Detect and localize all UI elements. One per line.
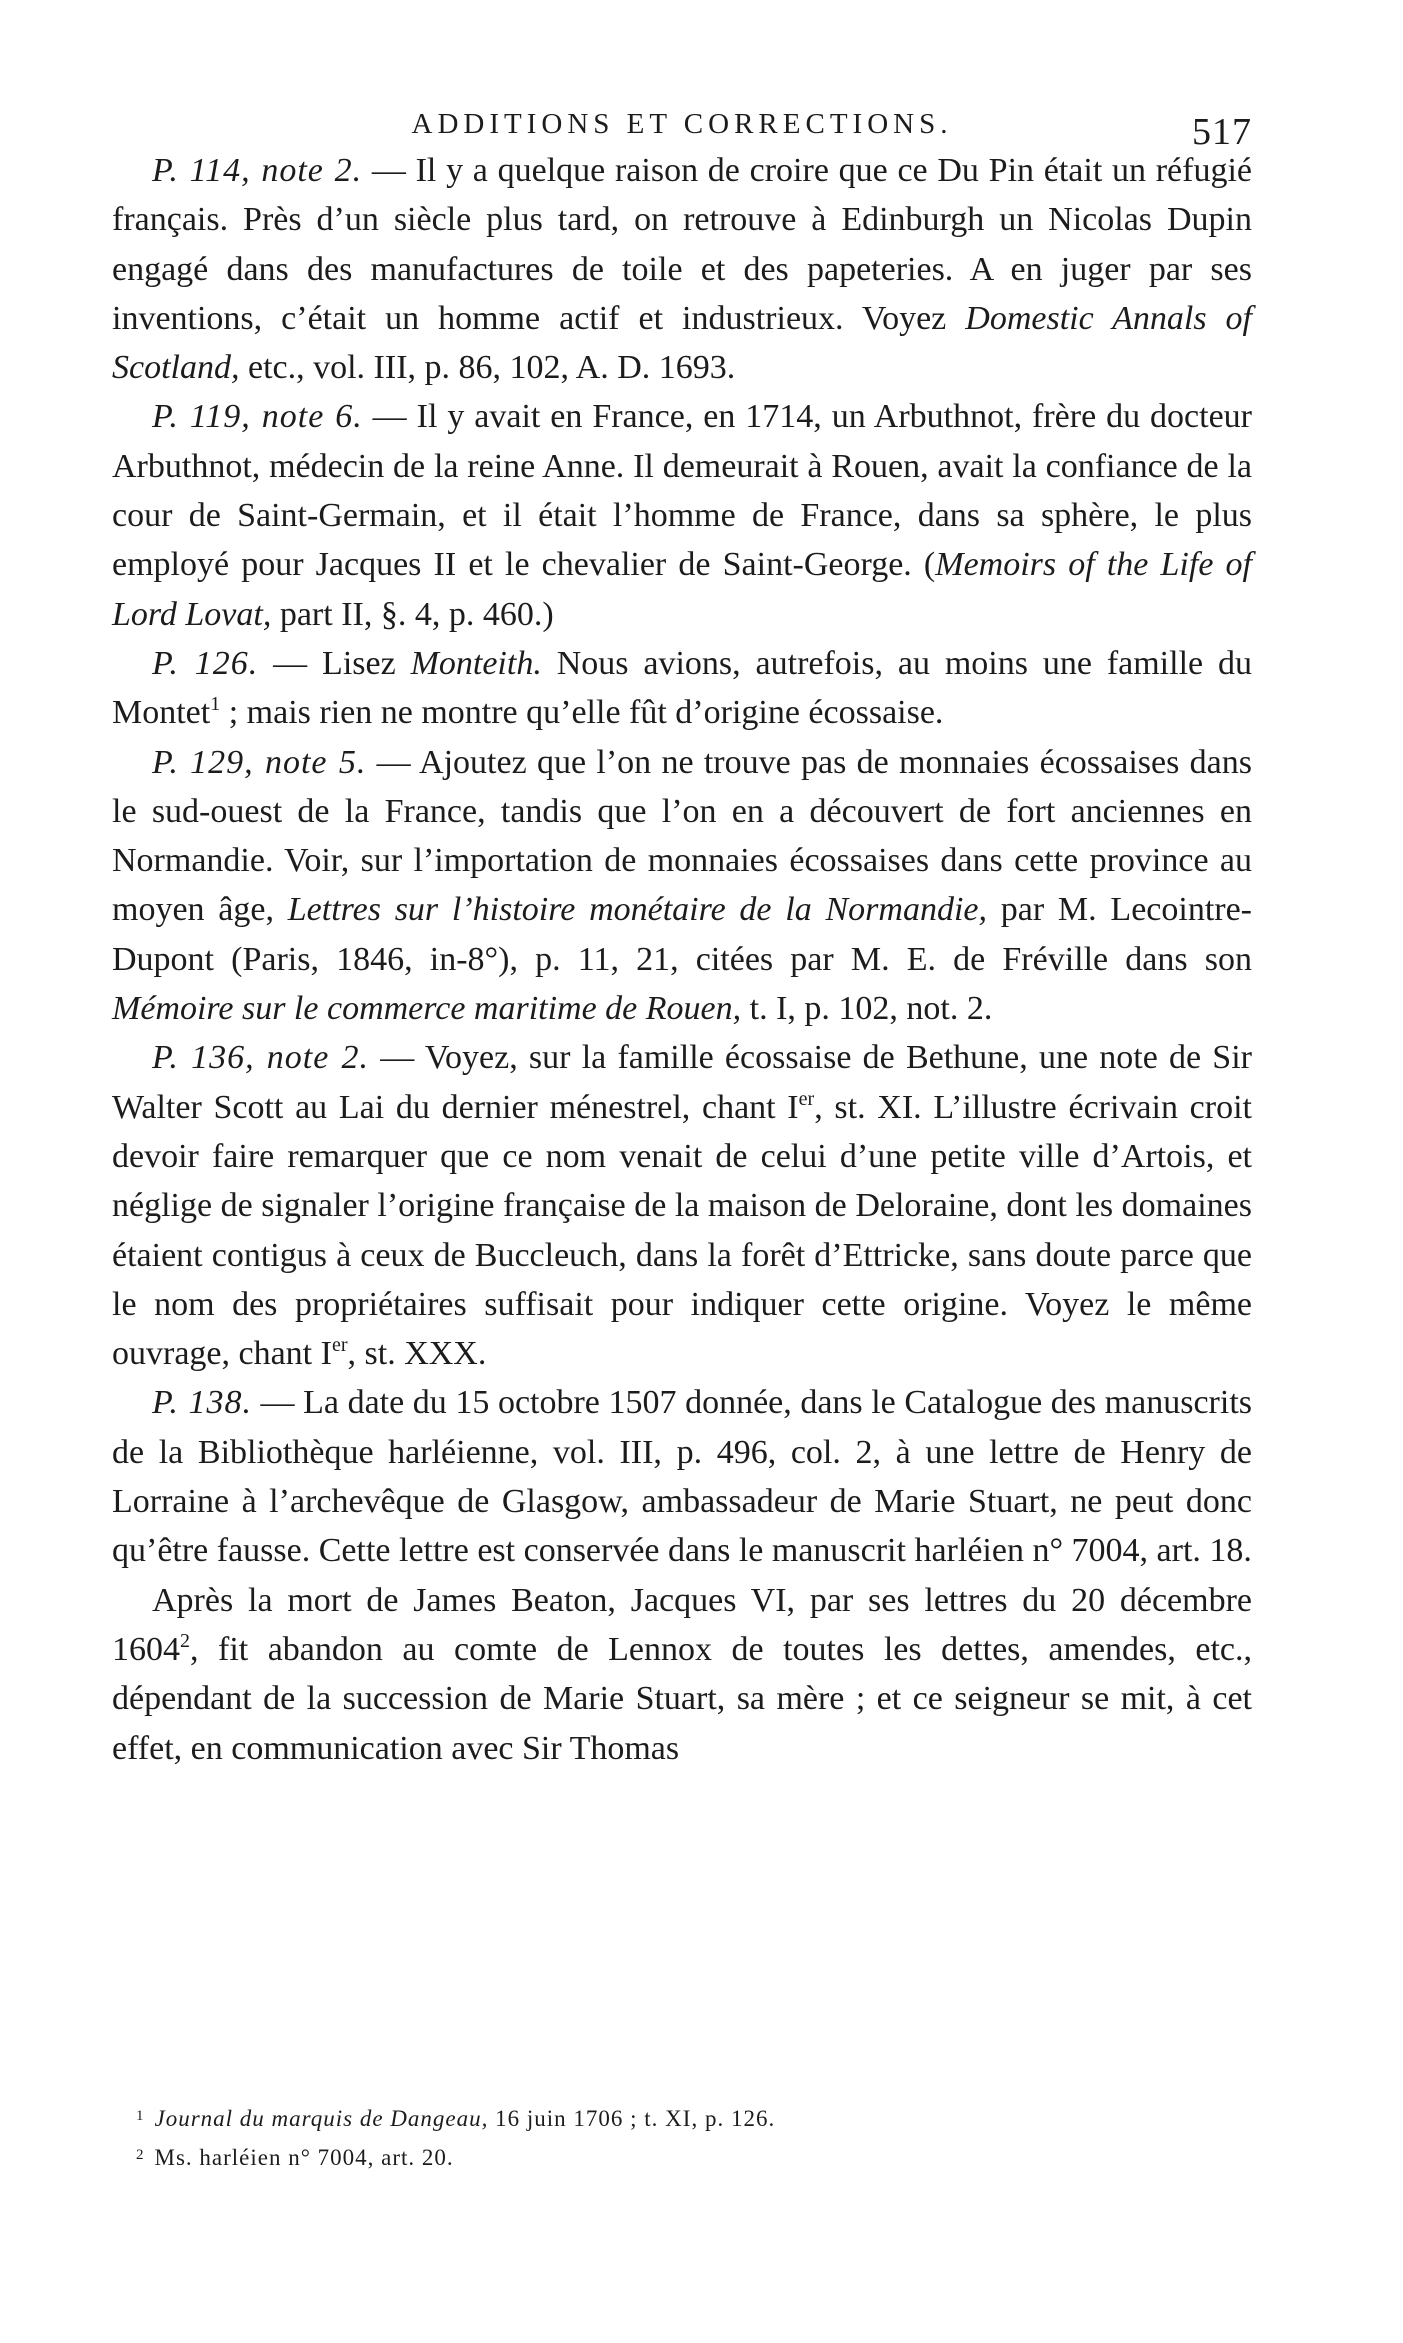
footnote-number: 2 [136, 2147, 145, 2163]
paragraph-text: — Il y avait en France, en 1714, un Arbuthnot, frère du docteur Arbuthnot, médecin de la reine Anne. Il demeurait à Rouen, avait la confiance de la cour de Saint-Germain, et il était l’homme de France, dans sa sphère, le plus employé pour Jacques II et le chevalier de Saint-George. ( [112, 398, 1252, 584]
footnote-text: 16 juin 1706 ; t. XI, p. 126. [488, 2106, 776, 2131]
footnotes [112, 2098, 1252, 2176]
running-title: ADDITIONS ET CORRECTIONS. [411, 108, 953, 140]
paragraph-text: — Lisez [258, 644, 411, 682]
footnote-marker: 1 [210, 693, 221, 716]
footnote-2 [112, 2137, 1252, 2176]
paragraph-text: — La date du 15 octobre 1507 donnée, dans le Catalogue des manuscrits de la Bibliothèque harléienne, vol. III, p. 496, col. 2, à une lettre de Henry de Lorraine à l’archevêque de Glasgow, ambassadeur de Marie Stuart, ne peut donc qu’être fausse. Cette lettre est conservée dans le manuscrit harléien n° 7004, art. 18. [112, 1384, 1252, 1570]
paragraph-p138 [112, 1378, 1252, 1575]
paragraph-text: Nous avions, autrefois, au moins une famille du Montet [112, 644, 1252, 732]
footnote-number: 1 [136, 2108, 145, 2124]
paragraph-text: , st. XI. L’illustre écrivain croit devoir faire remarquer que ce nom venait de celui d’une petite ville d’Artois, et néglige de signaler l’origine française de la maison de Deloraine, dont les domaines étaient contigus à ceux de Buccleuch, dans la forêt d’Ettricke, sans doute parce que le nom des propriétaires suffisait pour indiquer cette origine. Voyez le même ouvrage, chant I [112, 1088, 1252, 1373]
paragraph-text: — Il y a quelque raison de croire que ce Du Pin était un réfugié français. Près d’un siècle plus tard, on retrouve à Edinburgh un Nicolas Dupin engagé dans des manufactures de toile et des papeteries. A en juger par ses inventions, c’était un homme actif et industrieux. Voyez [112, 152, 1253, 337]
cited-title: Mémoire sur le commerce maritime de Rouen, [112, 990, 742, 1028]
paragraph-text: , st. XXX. [347, 1335, 487, 1373]
page-reference: P. 126. [152, 644, 259, 682]
cited-title: Memoirs of the Life of Lord Lovat, [112, 546, 1253, 633]
page-reference: P. 114, note 2. [152, 152, 363, 189]
cited-title: Lettres sur l’histoire monétaire de la Normandie, [287, 891, 987, 929]
paragraph-p129 [112, 738, 1252, 1034]
footnote-marker: 2 [180, 1629, 190, 1652]
cited-title: Domestic Annals of Scotland, [112, 299, 1253, 387]
page-reference: P. 138. [152, 1384, 252, 1422]
paragraph-text: t. I, p. 102, not. 2. [741, 990, 993, 1028]
paragraph-text: etc., vol. III, p. 86, 102, A. D. 1693. [239, 349, 736, 387]
page-reference: P. 119, note 6. [152, 398, 363, 436]
paragraph-text: — Ajoutez que l’on ne trouve pas de monnaies écossaises dans le sud-ouest de la France, tandis que l’on en a découvert de fort anciennes en Normandie. Voir, sur l’importation de monnaies écossaises dans cette province au moyen âge, [112, 743, 1252, 929]
paragraph-p126 [112, 639, 1252, 738]
paragraph-text: par M. Lecointre-Dupont (Paris, 1846, in-8°), p. 11, 21, citées par M. E. de Fréville dans son [112, 891, 1253, 978]
paragraph-text: — Voyez, sur la famille écossaise de Bethune, une note de Sir Walter Scott au Lai du dernier ménestrel, chant I [112, 1039, 1252, 1126]
paragraph-text: , fit abandon au comte de Lennox de toutes les dettes, amendes, etc., dépendant de la succession de Marie Stuart, sa mère ; et ce seigneur se mit, à cet effet, en communication avec Sir Thomas [112, 1630, 1252, 1767]
page-reference: P. 136, note 2. [152, 1039, 370, 1077]
paragraph-p119 [112, 392, 1252, 638]
paragraph-p136 [112, 1033, 1252, 1378]
paragraph-apres [112, 1576, 1252, 1773]
footnote-1 [112, 2098, 1252, 2137]
footnote-text: Ms. harléien n° 7004, art. 20. [154, 2145, 454, 2170]
paragraph-text: ; mais rien ne montre qu’elle fût d’origine écossaise. [220, 694, 944, 732]
cited-name: Monteith. [410, 644, 542, 682]
footnote-title: Journal du marquis de Dangeau, [154, 2106, 489, 2131]
page-number: 517 [1192, 111, 1252, 153]
paragraph-p114 [112, 146, 1252, 392]
page-reference: P. 129, note 5. [152, 743, 367, 781]
body-text [112, 146, 1252, 1773]
paragraph-text: part II, §. 4, p. 460.) [271, 595, 554, 633]
superscript: er [798, 1087, 815, 1110]
superscript: er [331, 1334, 348, 1357]
paragraph-text: Après la mort de James Beaton, Jacques VI, par ses lettres du 20 décembre 1604 [112, 1581, 1252, 1668]
